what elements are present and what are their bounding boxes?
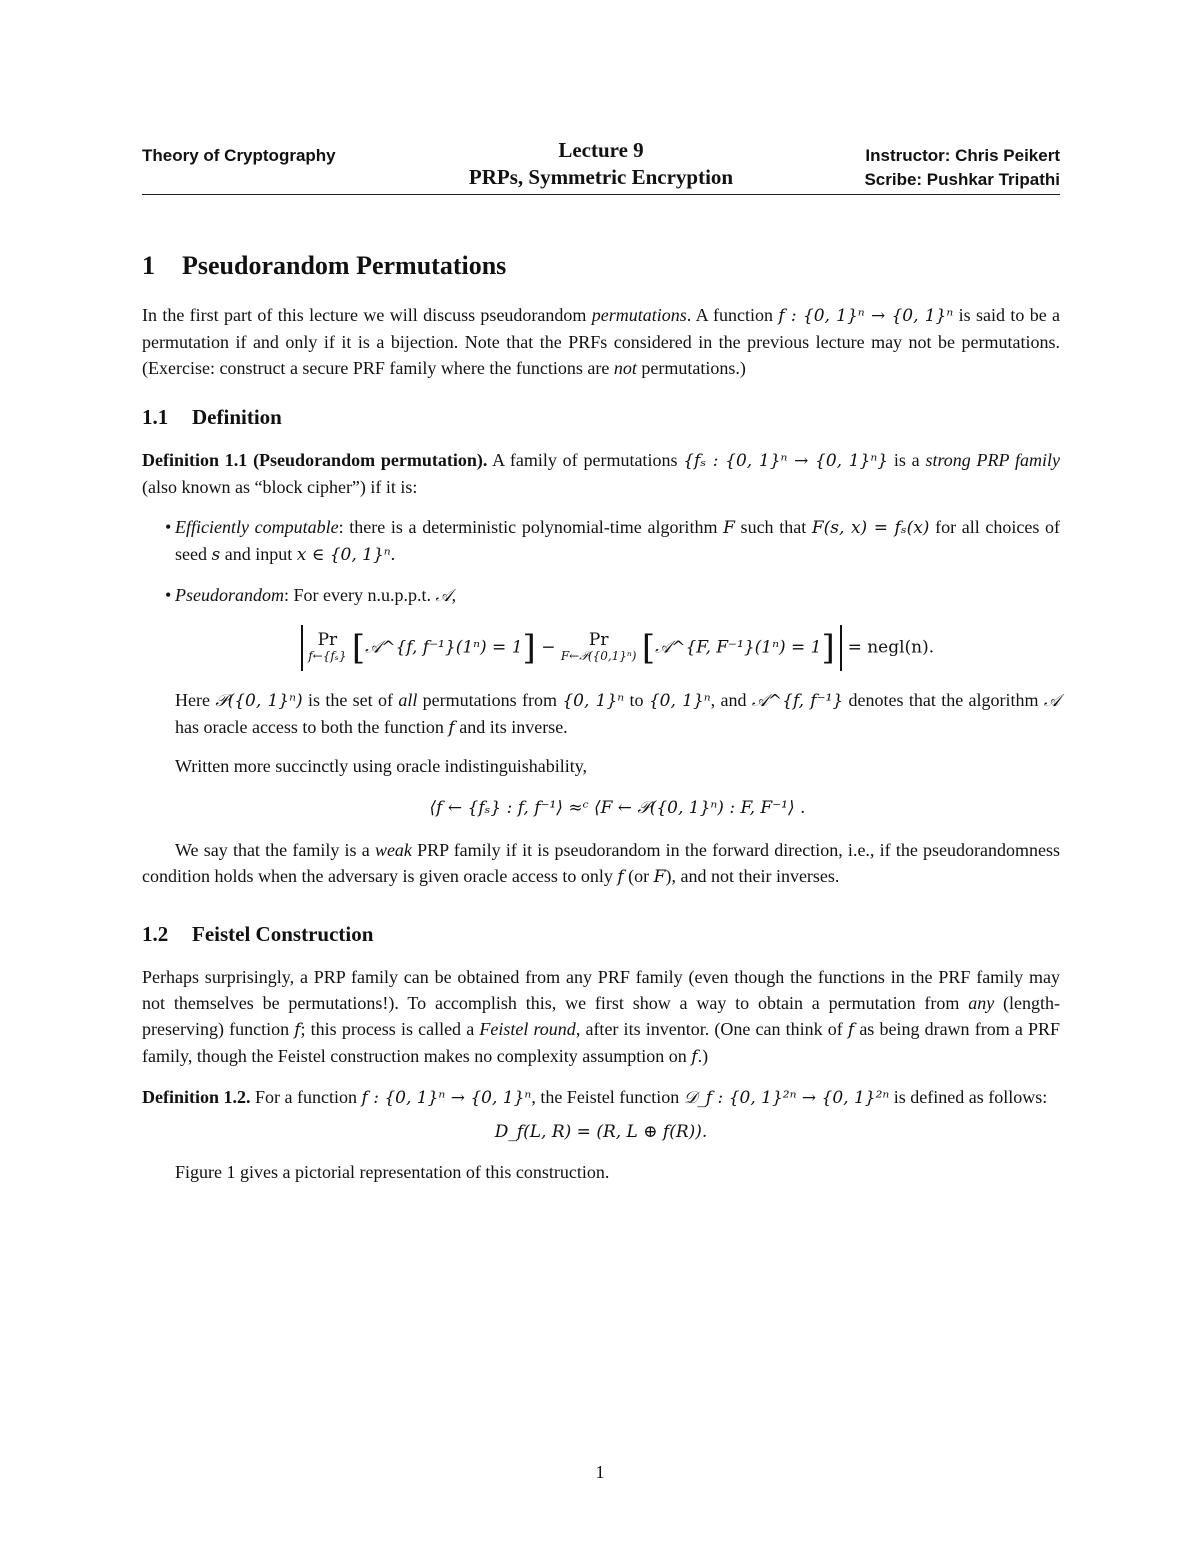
figure-reference: Figure 1 gives a pictorial representation of this construction. — [175, 1162, 610, 1182]
subsection-1-1-heading: 1.1 Definition — [142, 405, 282, 429]
course-name: Theory of Cryptography — [142, 146, 336, 165]
list-item-efficiently-computable: • Efficiently computable: there is a deterministic polynomial-time algorithm F such that F(s, x) = fₛ(x) for all choices of seed s and input x ∈ {0, 1}ⁿ. — [165, 517, 1060, 565]
scribe-name: Scribe: Pushkar Tripathi — [864, 170, 1060, 189]
lecture-number: Lecture 9 — [558, 138, 644, 162]
instructor-name: Instructor: Chris Peikert — [865, 146, 1060, 165]
section-1-heading: 1 Pseudorandom Permutations — [142, 251, 507, 280]
list-item-pseudorandom: • Pseudorandom: For every n.u.p.p.t. 𝒜, Pr f←{fₛ} [𝒜^{f, f⁻¹}(1ⁿ) = 1] − Pr F←𝒫({0,1}ⁿ) [𝒜^{F, F⁻¹}(1ⁿ) = 1] = negl(n). Here 𝒫({0, 1}ⁿ) is the set of all permutations from {0, 1}ⁿ to {0, 1}ⁿ, and 𝒜^{f, f⁻¹} denotes that the algorithm 𝒜 has oracle access to both the function f and its inverse. Written more succinctly using oracle indistinguishability, ⟨f ← {fₛ} : f, f⁻¹⟩ ≈ᶜ ⟨F ← 𝒫({0, 1}ⁿ) : F, F⁻¹⟩ . — [142, 582, 1060, 821]
lecture-header — [142, 138, 1060, 195]
lecture-body — [142, 248, 1060, 1185]
feistel-equation: D_f(L, R) = (R, L ⊕ f(R)). — [494, 1122, 708, 1142]
indistinguishability-equation: ⟨f ← {fₛ} : f, f⁻¹⟩ ≈ᶜ ⟨F ← 𝒫({0, 1}ⁿ) : F, F⁻¹⟩ . — [429, 798, 806, 818]
definition-1-2: Definition 1.2. For a function f : {0, 1}ⁿ → {0, 1}ⁿ, the Feistel function 𝒟_f : {0, 1}²ⁿ → {0, 1}²ⁿ is defined as follows: — [142, 1087, 1048, 1108]
page-number: 1 — [595, 1462, 605, 1482]
feistel-intro: Perhaps surprisingly, a PRP family can be obtained from any PRF family (even though the functions in the PRF family may not themselves be permutations!). To accomplish this, we first show a way to obtain a permutation from any (length-preserving) function f; this process is called a Feistel round, after its inventor. (One can think of f as being drawn from a PRF family, though the Feistel construction makes no complexity assumption on f.) — [142, 967, 1061, 1067]
subsection-1-2-heading: 1.2 Feistel Construction — [142, 922, 374, 946]
weak-prp-paragraph: We say that the family is a weak PRP family if it is pseudorandom in the forward direction, i.e., if the pseudorandomness condition holds when the adversary is given oracle access to only f (or F), and not their inverses. — [142, 840, 1061, 887]
prp-properties-list — [142, 514, 1060, 821]
pseudorandomness-equation: Pr f←{fₛ} [𝒜^{f, f⁻¹}(1ⁿ) = 1] − Pr F←𝒫({0,1}ⁿ) [𝒜^{F, F⁻¹}(1ⁿ) = 1] = negl(n). — [175, 625, 1060, 671]
section-1-intro: In the first part of this lecture we will discuss pseudorandom permutations. A function f : {0, 1}ⁿ → {0, 1}ⁿ is said to be a permutation if and only if it is a bijection. Note that the PRFs considered in the previous lecture may not be permutations. (Exercise: construct a secure PRF family where the functions are not permutations.) — [142, 305, 1061, 378]
written-succinctly: Written more succinctly using oracle indistinguishability, — [175, 756, 588, 776]
permutation-set-explanation: Here 𝒫({0, 1}ⁿ) is the set of all permutations from {0, 1}ⁿ to {0, 1}ⁿ, and 𝒜^{f, f⁻¹} denotes that the algorithm 𝒜 has oracle access to both the function f and its inverse. — [175, 690, 1060, 738]
definition-1-1: Definition 1.1 (Pseudorandom permutation). A family of permutations {fₛ : {0, 1}ⁿ → {0, 1}ⁿ} is a strong PRP family (also known as “block cipher”) if it is: — [142, 450, 1060, 497]
lecture-topic: PRPs, Symmetric Encryption — [468, 165, 734, 189]
